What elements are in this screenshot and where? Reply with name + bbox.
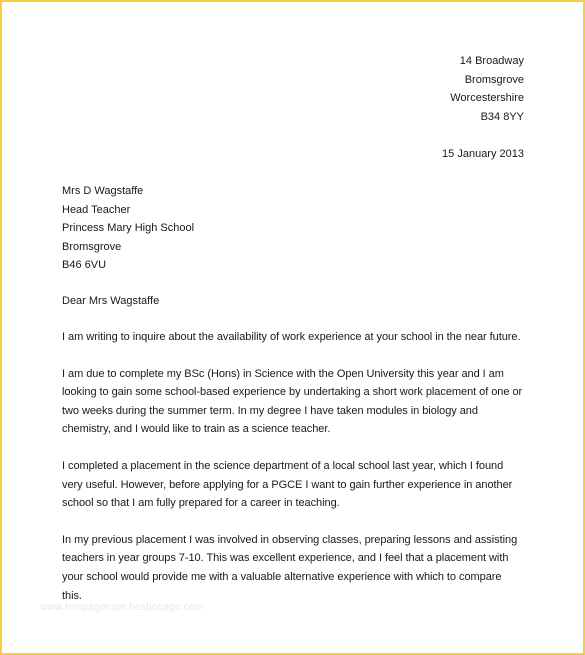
recipient-address-line: B46 6VU [62,259,107,272]
sender-address [62,52,524,126]
body-paragraph: I completed a placement in the science department of a local school last year, which I found very useful. However, before applying for a PGCE I want to gain further experience in another school so that I am fully prepared for a career in teaching. [62,459,513,510]
letter-date: 15 January 2013 [442,148,524,160]
body-paragraph: In my previous placement I was involved in observing classes, preparing lessons and assisting teachers in year groups 7-10. This was excellent experience, and I feel that a placement with your school would provide me with a valuable alternative experience with which to compare this. [62,533,518,602]
recipient-address-line: Bromsgrove [62,240,122,253]
sender-address-line: Bromsgrove [464,73,524,86]
recipient-address-line: Head Teacher [62,203,131,216]
body-paragraph: I am writing to inquire about the availability of work experience at your school in the near future. [62,330,521,343]
sender-address-line: 14 Broadway [459,55,524,67]
letter-document [62,52,524,605]
sender-address-line: Worcestershire [450,92,524,104]
watermark: www.tempagecam.hesbcoage.com [40,602,204,613]
salutation: Dear Mrs Wagstaffe [62,294,160,307]
body-paragraph: I am due to complete my BSc (Hons) in Science with the Open University this year and I am looking to gain some school-based experience by undertaking a short work placement of one or two weeks during the summer term. In my degree I have taken modules in biology and chemistry, and I would like to train as a science teacher. [62,367,523,436]
recipient-address-line: Princess Mary High School [62,222,195,235]
recipient-address-line: Mrs D Wagstaffe [62,185,144,197]
sender-address-line: B34 8YY [480,110,524,123]
recipient-address [62,182,524,275]
